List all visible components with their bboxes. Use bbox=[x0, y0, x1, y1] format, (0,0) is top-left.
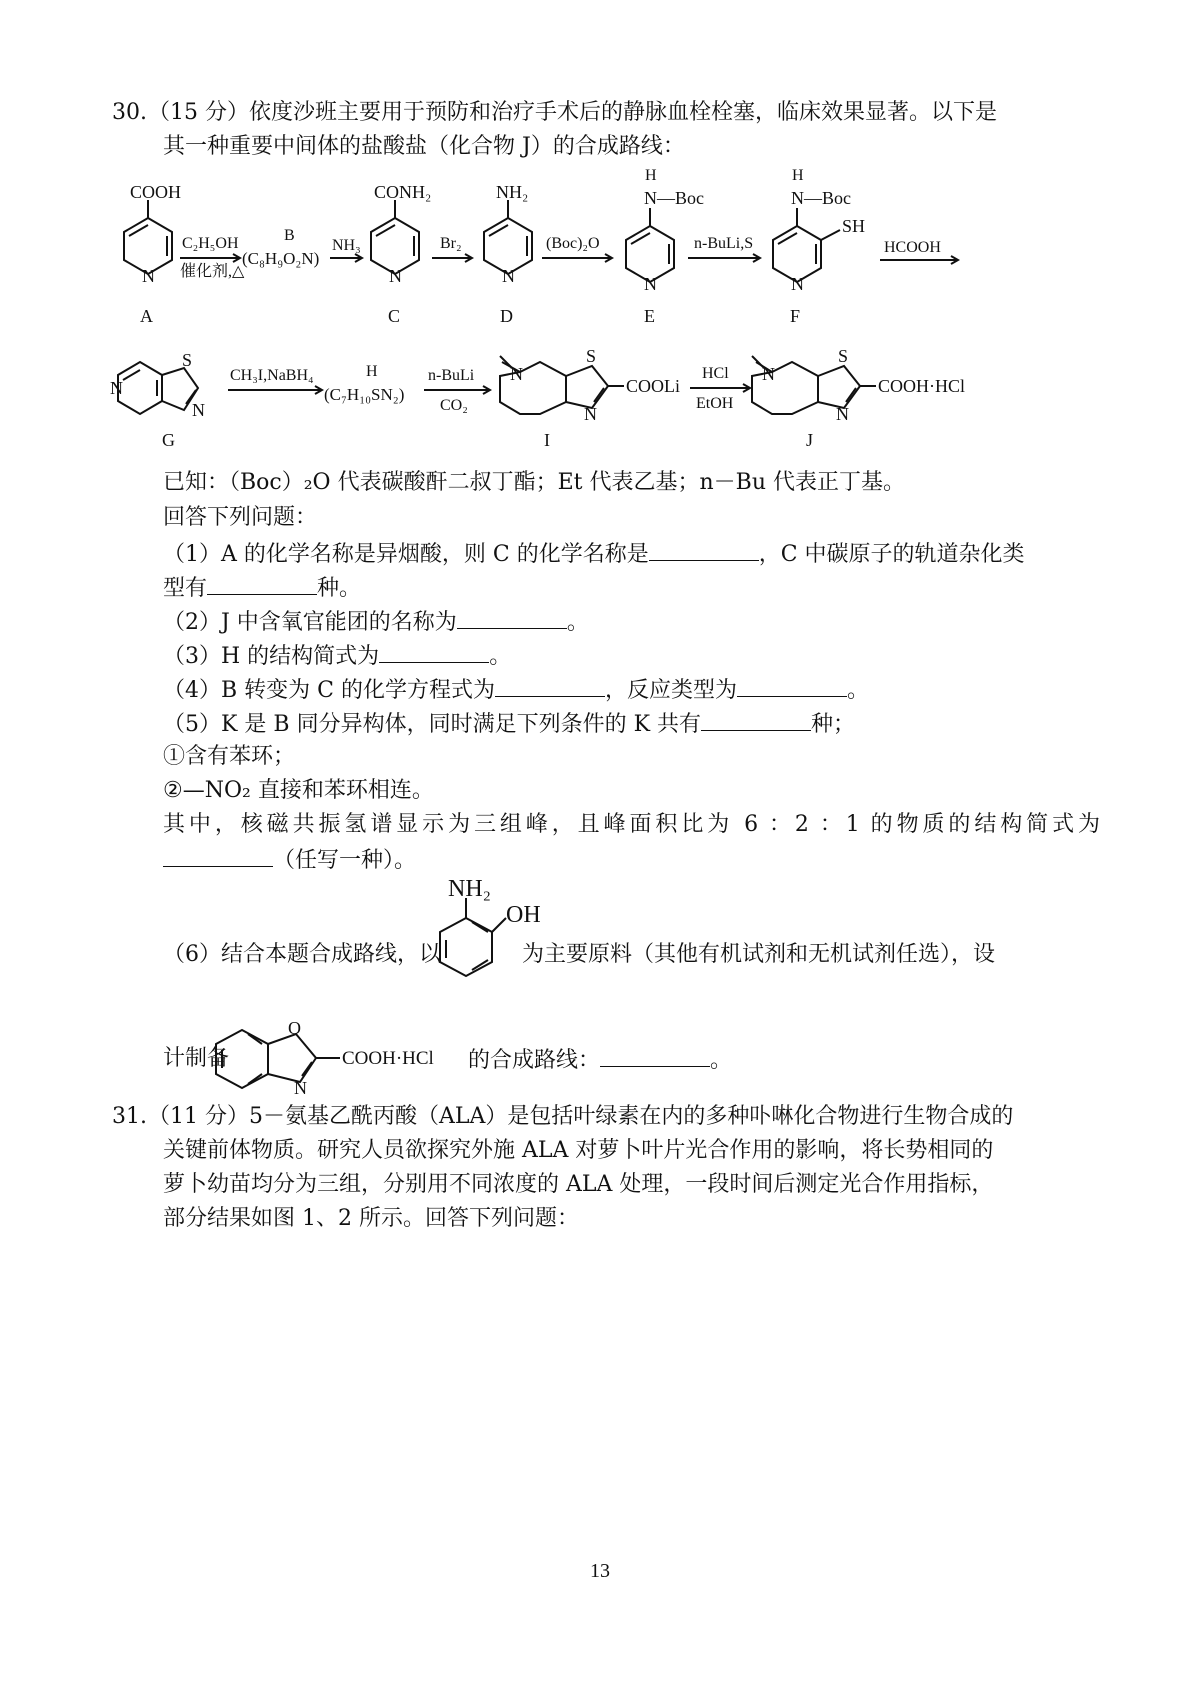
sub5-text-a: （5）K 是 B 同分异构体，同时满足下列条件的 K 共有 bbox=[163, 712, 702, 737]
substituent-E: N—Boc bbox=[644, 188, 704, 208]
label-C: C bbox=[388, 306, 401, 326]
substituent-J: COOH·HCl bbox=[878, 376, 966, 396]
label-G: G bbox=[162, 430, 175, 450]
condition-2: ②—NO₂ 直接和苯环相连。 bbox=[163, 778, 434, 803]
label-A: A bbox=[140, 306, 153, 326]
answer-blank[interactable] bbox=[600, 1044, 710, 1067]
atom-S: S bbox=[586, 346, 597, 366]
substituent-A: COOH bbox=[130, 182, 182, 202]
atom-N: N bbox=[510, 364, 523, 384]
sub5-text-b: 种； bbox=[811, 712, 856, 737]
question-31-line4: 部分结果如图 1、2 所示。回答下列问题： bbox=[163, 1206, 579, 1231]
sub6-tail bbox=[468, 1044, 732, 1076]
label-J: J bbox=[806, 430, 814, 450]
compound-B-formula: (C₈H₉O₂N) bbox=[242, 249, 320, 268]
question-31-line2: 关键前体物质。研究人员欲探究外施 ALA 对萝卜叶片光合作用的影响，将长势相同的 bbox=[163, 1138, 994, 1163]
atom-N: N bbox=[762, 364, 775, 384]
atom-N: N bbox=[192, 400, 205, 420]
atom-S: S bbox=[182, 350, 193, 370]
target-o: O bbox=[288, 1018, 301, 1038]
sub4-text-b: ，反应类型为 bbox=[604, 678, 737, 703]
reagent-h-i-below: CO₂ bbox=[440, 397, 468, 414]
atom-N: N bbox=[644, 274, 657, 294]
label-I: I bbox=[544, 430, 550, 450]
answer-prompt: 回答下列问题： bbox=[163, 505, 318, 530]
start-oh: OH bbox=[506, 902, 541, 928]
label-F: F bbox=[790, 306, 801, 326]
question-31-line1: （11 分）5－氨基乙酰丙酸（ALA）是包括叶绿素在内的多种卟啉化合物进行生物合成的 bbox=[148, 1104, 1014, 1129]
atom-N: N bbox=[142, 266, 155, 286]
substituent-E-h: H bbox=[645, 167, 657, 184]
sub3-text-b: 。 bbox=[489, 644, 512, 669]
reagent-g-h: CH₃I,NaBH₄ bbox=[230, 367, 314, 384]
atom-S: S bbox=[838, 346, 849, 366]
sub1-text-a: （1）A 的化学名称是异烟酸，则 C 的化学名称是 bbox=[163, 542, 649, 567]
question-31-number: 31. bbox=[112, 1104, 147, 1129]
atom-N: N bbox=[502, 266, 515, 286]
sub6-text-c: 计制备 bbox=[163, 1046, 230, 1071]
nmr-text: 其中，核磁共振氢谱显示为三组峰，且峰面积比为 6 ：2 ：1 的物质的结构简式为 bbox=[163, 812, 1100, 837]
sub2-text-a: （2）J 中含氧官能团的名称为 bbox=[163, 610, 457, 635]
sub1-text-c: 型有 bbox=[163, 576, 208, 601]
substituent-C: CONH₂ bbox=[374, 182, 432, 202]
reagent-d-e: (Boc)₂O bbox=[546, 235, 600, 252]
atom-N: N bbox=[389, 266, 402, 286]
reagent-c-d: Br₂ bbox=[440, 235, 462, 252]
question-30-header-line2: 其一种重要中间体的盐酸盐（化合物 J）的合成路线： bbox=[163, 134, 685, 159]
start-nh2: NH₂ bbox=[448, 876, 492, 902]
page-number: 13 bbox=[590, 1560, 610, 1582]
sub1-text-b: ，C 中碳原子的轨道杂化类 bbox=[758, 542, 1025, 567]
compound-B-label: B bbox=[284, 227, 295, 244]
atom-N: N bbox=[584, 404, 597, 424]
label-D: D bbox=[500, 306, 513, 326]
sub4-text-a: （4）B 转变为 C 的化学方程式为 bbox=[163, 678, 495, 703]
nmr-tail: （任写一种）。 bbox=[273, 848, 417, 873]
sub6-text-a: （6）结合本题合成路线，以 bbox=[163, 942, 441, 967]
atom-N: N bbox=[110, 378, 123, 398]
sub1-text-d: 种。 bbox=[317, 576, 362, 601]
sub2-text-b: 。 bbox=[566, 610, 589, 635]
atom-N: N bbox=[791, 274, 804, 294]
target-group: COOH·HCl bbox=[342, 1048, 434, 1069]
condition-1: ①含有苯环； bbox=[163, 744, 296, 769]
reagent-a-below: 催化剂,△ bbox=[180, 263, 245, 280]
sub6-text-b: 为主要原料（其他有机试剂和无机试剂任选），设 bbox=[522, 942, 996, 967]
question-31-line3: 萝卜幼苗均分为三组，分别用不同浓度的 ALA 处理，一段时间后测定光合作用指标， bbox=[163, 1172, 994, 1197]
sub3-text-a: （3）H 的结构简式为 bbox=[163, 644, 380, 669]
compound-H-label: H bbox=[366, 363, 378, 380]
sub6-text-e: 。 bbox=[710, 1048, 733, 1073]
reagent-h-i-above: n-BuLi bbox=[428, 367, 475, 384]
sub4-text-c: 。 bbox=[847, 678, 870, 703]
substituent-D: NH₂ bbox=[496, 182, 529, 202]
start-material-ring bbox=[440, 918, 492, 976]
substituent-F-sh: SH bbox=[842, 216, 866, 236]
compound-H-formula: (C₇H₁₀SN₂) bbox=[324, 385, 405, 404]
substituent-I: COOLi bbox=[626, 376, 680, 396]
reagent-e-f: n-BuLi,S bbox=[694, 235, 754, 252]
reagent-b-c: NH₃ bbox=[332, 237, 361, 254]
reagent-f-g: HCOOH bbox=[884, 239, 941, 256]
substituent-F-h: H bbox=[792, 167, 804, 184]
question-30-number: 30. bbox=[112, 100, 147, 125]
reagent-i-j-below: EtOH bbox=[696, 395, 734, 412]
label-E: E bbox=[644, 306, 655, 326]
reagent-a-above: C₂H₅OH bbox=[182, 235, 239, 252]
reagent-i-j-above: HCl bbox=[702, 365, 729, 382]
substituent-F: N—Boc bbox=[791, 188, 851, 208]
atom-N: N bbox=[836, 404, 849, 424]
known-note: 已知：（Boc）₂O 代表碳酸酐二叔丁酯；Et 代表乙基；n－Bu 代表正丁基。 bbox=[163, 470, 905, 495]
target-n: N bbox=[294, 1078, 307, 1098]
sub6-text-d: 的合成路线： bbox=[468, 1048, 601, 1073]
question-30-header-line1: （15 分）依度沙班主要用于预防和治疗手术后的静脉血栓栓塞，临床效果显著。以下是 bbox=[148, 100, 997, 125]
